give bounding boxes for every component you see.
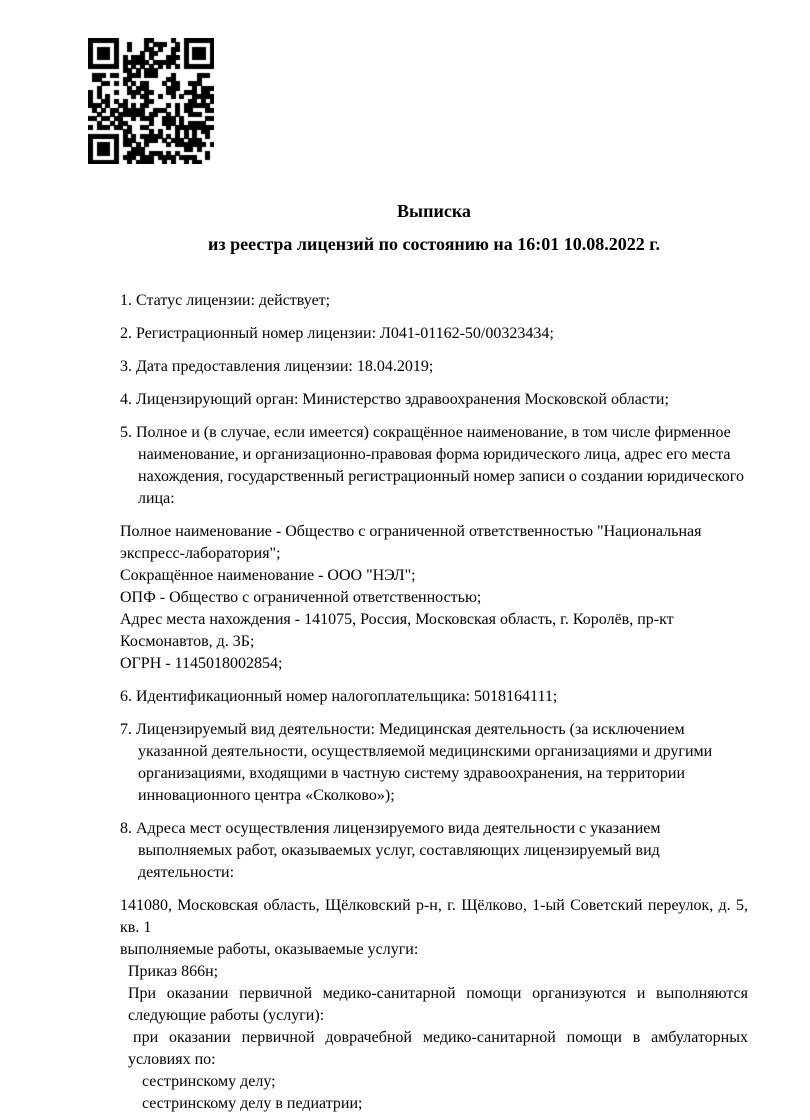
org-ogrn: ОГРН - 1145018002854; [120, 655, 283, 672]
service-nursing-pediatrics: сестринскому делу в педиатрии; [142, 1095, 363, 1112]
list-item-licensing-authority: 4. Лицензирующий орган: Министерство здравоохранения Московской области; [120, 391, 669, 408]
document-subtitle: из реестра лицензий по состоянию на 16:01 10.08.2022 г. [208, 234, 660, 254]
work-paragraph-primary-care: При оказании первичной медико-санитарной помощи организуются и выполняются следующие работы (услуги): [128, 985, 748, 1024]
org-legal-form: ОПФ - Общество с ограниченной ответственностью; [120, 589, 482, 606]
qr-code [88, 38, 214, 164]
list-item-activity-addresses: 8. Адреса мест осуществления лицензируемого вида деятельности с указанием выполняемых работ, оказываемых услуг, составляющих лицензируемый вид деятельности: [120, 820, 661, 881]
document-title: Выписка [397, 201, 471, 221]
work-paragraph-prehospital-care: при оказании первичной доврачебной медико-санитарной помощи в амбулаторных условиях по: [128, 1029, 748, 1068]
organization-details [120, 521, 748, 675]
org-address: Адрес места нахождения - 141075, Россия, Московская область, г. Королёв, пр-кт Космонавтов, д. 3Б; [120, 611, 674, 650]
service-nursing: сестринскому делу; [142, 1073, 276, 1090]
order-reference: Приказ 866н; [128, 963, 219, 980]
list-item-licensed-activity: 7. Лицензируемый вид деятельности: Медицинская деятельность (за исключением указанной деятельности, осуществляемой медицинскими организациями и другими организациями, входящими в частную систему здравоохранения, на территории инновационного центра «Сколково»); [120, 721, 713, 804]
list-item-grant-date: 3. Дата предоставления лицензии: 18.04.2019; [120, 358, 434, 375]
list-item-reg-number: 2. Регистрационный номер лицензии: Л041-01162-50/00323434; [120, 325, 554, 342]
org-short-name: Сокращённое наименование - ООО "НЭЛ"; [120, 567, 416, 584]
activity-address-block [120, 895, 748, 1115]
list-item-status: 1. Статус лицензии: действует; [120, 292, 331, 309]
list-item-legal-entity-info: 5. Полное и (в случае, если имеется) сокращённое наименование, в том числе фирменное наименование, и организационно-правовая форма юридического лица, адрес его места нахождения, государственный регистрационный номер записи о создании юридического лица: [120, 424, 744, 507]
document-content [120, 200, 748, 1115]
list-item-inn: 6. Идентификационный номер налогоплательщика: 5018164111; [120, 688, 558, 705]
org-full-name: Полное наименование - Общество с ограниченной ответственностью "Национальная экспресс-лаборатория"; [120, 523, 702, 562]
works-header: выполняемые работы, оказываемые услуги: [120, 941, 419, 958]
activity-address: 141080, Московская область, Щёлковский р-н, г. Щёлково, 1-ый Советский переулок, д. 5, кв. 1 [120, 897, 748, 936]
